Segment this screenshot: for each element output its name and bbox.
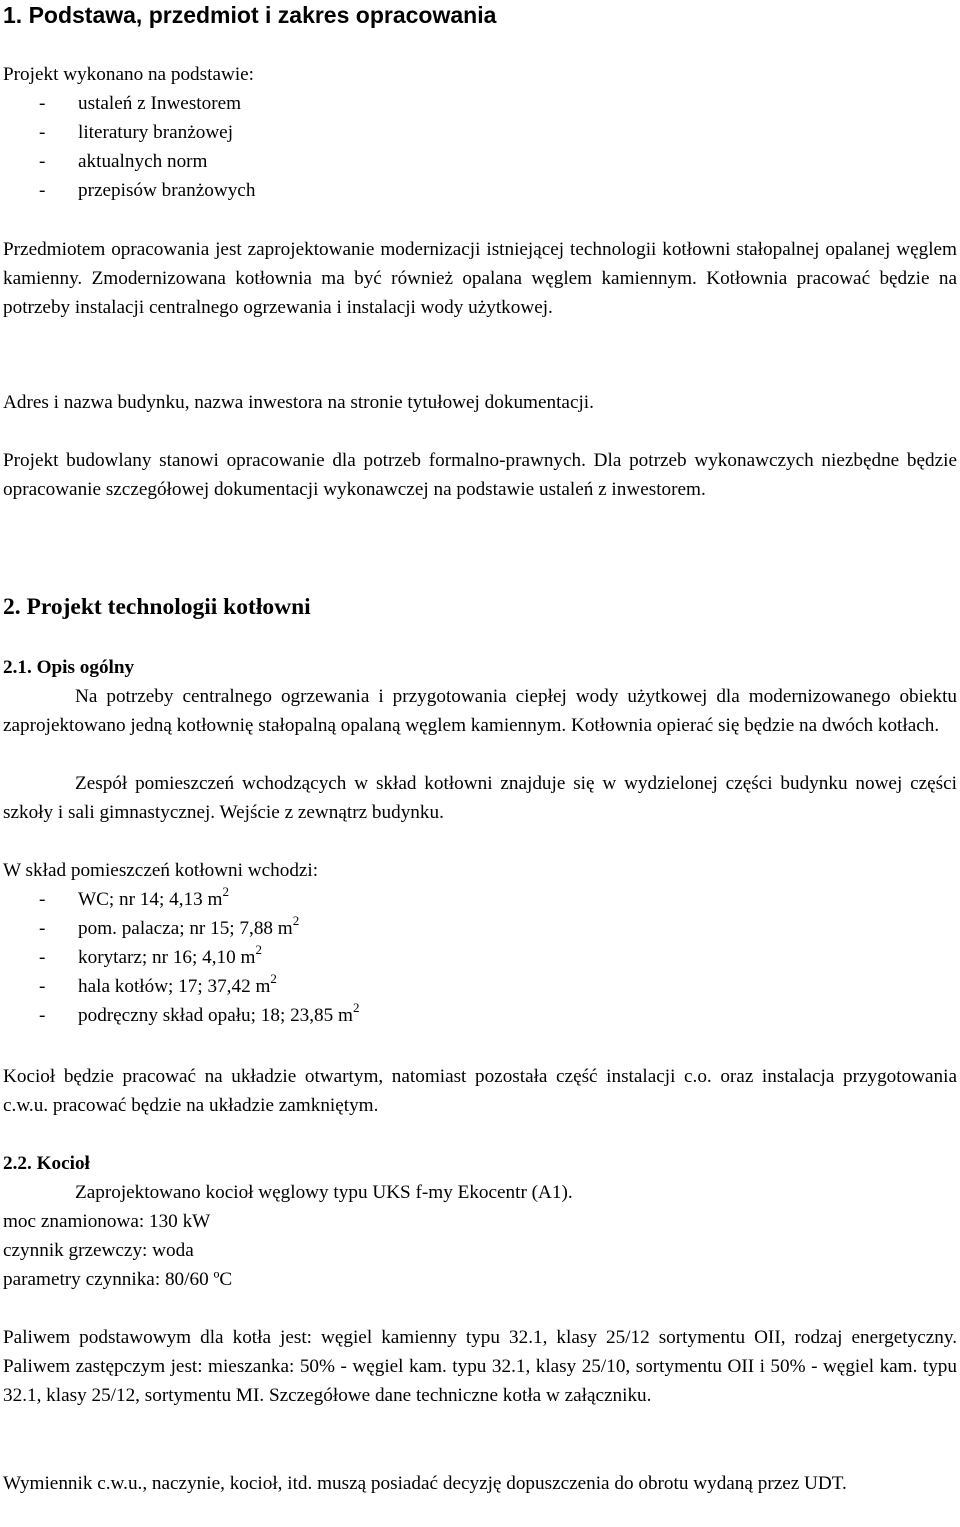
boiler-block (3, 1178, 957, 1294)
section-1-heading: 1. Podstawa, przedmiot i zakres opracowania (3, 2, 497, 28)
system-paragraph: Kocioł będzie pracować na układzie otwartym, natomiast pozostała część instalacji c.o. oraz instalacja przygotowania c.w.u. pracować będzie na układzie zamkniętym. (3, 1066, 957, 1116)
boiler-intro: Zaprojektowano kocioł węglowy typu UKS f-my Ekocentr (A1). (75, 1182, 573, 1203)
list-item: - przepisów branżowych (39, 180, 256, 201)
list-item: - WC; nr 14; 4,13 $m^2$ (39, 883, 229, 910)
spec-line: parametry czynnika: 80/60 ºC (3, 1269, 233, 1290)
list-item: - podręczny skład opału; 18; 23,85 $m^2$ (39, 999, 360, 1026)
list-item: - korytarz; nr 16; 4,10 $m^2$ (39, 941, 262, 968)
udt-paragraph: Wymiennik c.w.u., naczynie, kocioł, itd. muszą posiadać decyzję dopuszczenia do obrotu wydaną przez UDT. (3, 1473, 847, 1494)
rooms-block (3, 856, 957, 1030)
section-2-heading: 2. Projekt technologii kotłowni (3, 594, 311, 620)
subsection-2-1-heading: 2.1. Opis ogólny (3, 657, 135, 678)
list-item: - ustaleń z Inwestorem (39, 93, 242, 114)
general-paragraph-1: Na potrzeby centralnego ogrzewania i przygotowania ciepłej wody użytkowej dla modernizowanego obiektu zaprojektowano jedną kotłownię stałopalną opalaną węglem kamiennym. Kotłownia opierać się będzie na dwóch kotłach. (3, 686, 957, 736)
general-paragraph-2: Zespół pomieszczeń wchodzących w skład kotłowni znajduje się w wydzielonej części budynku nowej części szkoły i sali gimnastycznej. Wejście z zewnątrz budynku. (3, 773, 957, 823)
fuel-paragraph: Paliwem podstawowym dla kotła jest: węgiel kamienny typu 32.1, klasy 25/12 sortymentu OII, rodzaj energetyczny. Paliwem zastępczym jest: mieszanka: 50% - węgiel kam. typu 32.1, klasy 25/10, sortymentu OII i 50% - węgiel kam. typu 32.1, klasy 25/12, sortymentu MI. Szczegółowe dane techniczne kotła w załączniku. (3, 1327, 957, 1406)
spec-line: moc znamionowa: 130 kW (3, 1211, 211, 1232)
rooms-list (3, 885, 957, 1030)
list-item: - literatury branżowej (39, 122, 234, 143)
list-item: - aktualnych norm (39, 151, 208, 172)
list-item: - hala kotłów; 17; 37,42 $m^2$ (39, 970, 277, 997)
basis-intro: Projekt wykonano na podstawie: (3, 64, 254, 85)
subsection-2-2-heading: 2.2. Kocioł (3, 1153, 90, 1174)
project-paragraph: Projekt budowlany stanowi opracowanie dla potrzeb formalno-prawnych. Dla potrzeb wykonawczych niezbędne będzie opracowanie szczegółowej dokumentacji wykonawczej na podstawie ustaleń z inwestorem. (3, 450, 957, 500)
rooms-intro: W skład pomieszczeń kotłowni wchodzi: (3, 860, 319, 881)
spec-line: czynnik grzewczy: woda (3, 1240, 194, 1261)
subject-paragraph: Przedmiotem opracowania jest zaprojektowanie modernizacji istniejącej technologii kotłowni stałopalnej opalanej węglem kamienny. Zmodernizowana kotłownia ma być również opalana węglem kamiennym. Kotłownia pracować będzie na potrzeby instalacji centralnego ogrzewania i instalacji wody użytkowej. (3, 239, 957, 318)
basis-list (3, 89, 957, 205)
list-item: - pom. palacza; nr 15; 7,88 $m^2$ (39, 912, 300, 939)
basis-block (3, 60, 957, 205)
address-paragraph: Adres i nazwa budynku, nazwa inwestora na stronie tytułowej dokumentacji. (3, 392, 594, 413)
